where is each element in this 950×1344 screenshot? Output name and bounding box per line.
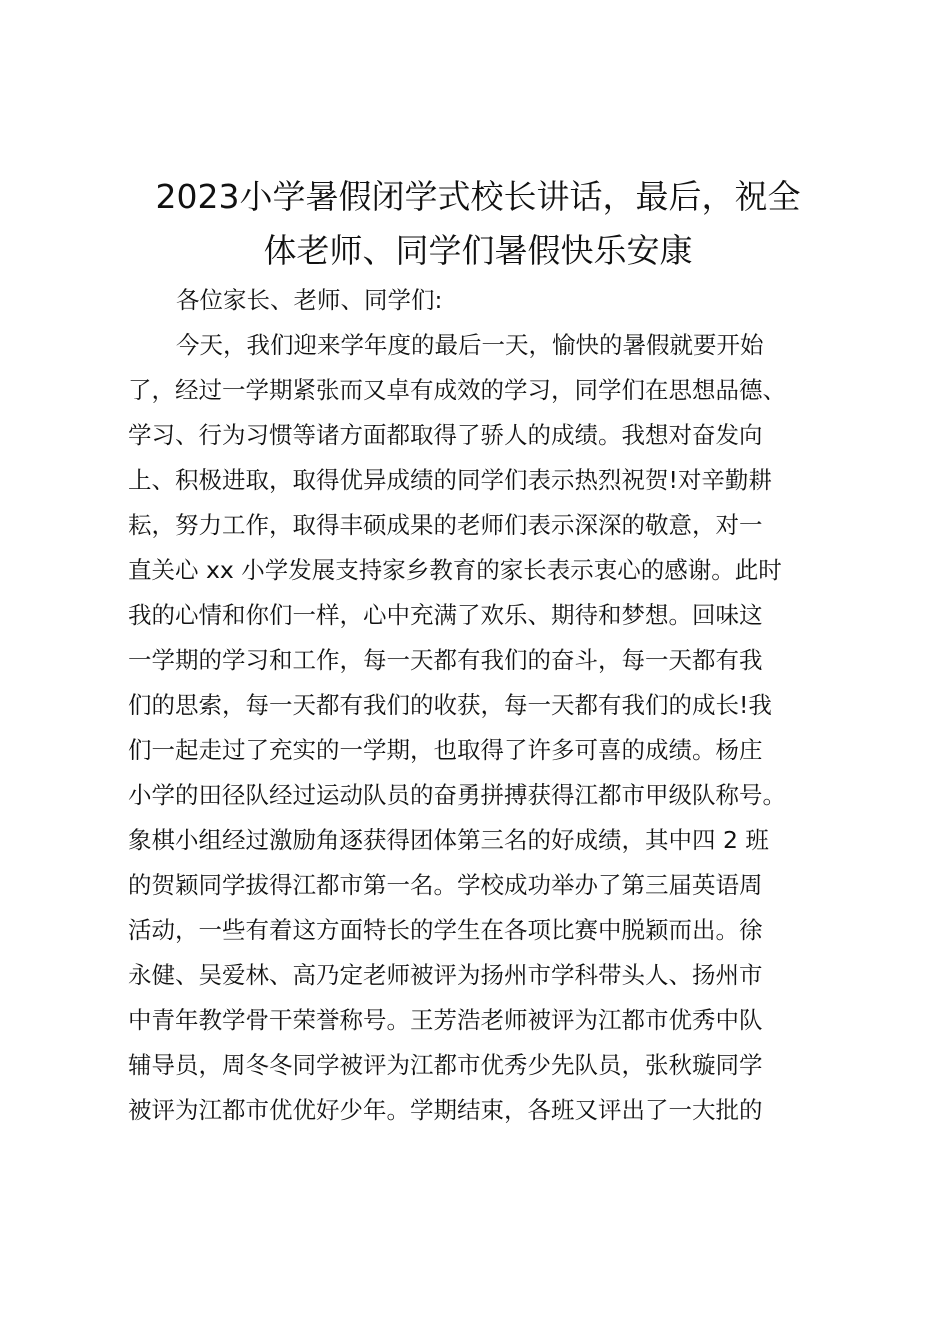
paragraph-line: 耘，努力工作，取得丰硕成果的老师们表示深深的敬意，对一: [128, 511, 763, 539]
paragraph-line: 活动，一些有着这方面特长的学生在各项比赛中脱颖而出。徐: [128, 916, 763, 944]
greeting: 各位家长、老师、同学们:: [176, 286, 443, 314]
document-title: [120, 170, 836, 278]
paragraph-line: 学习、行为习惯等诸方面都取得了骄人的成绩。我想对奋发向: [128, 421, 763, 449]
paragraph-line: 一学期的学习和工作，每一天都有我们的奋斗，每一天都有我: [128, 646, 763, 674]
paragraph-line: 的贺颖同学拔得江都市第一名。学校成功举办了第三届英语周: [128, 871, 763, 899]
paragraph-line: 小学的田径队经过运动队员的奋勇拼搏获得江都市甲级队称号。: [128, 781, 786, 809]
paragraph-line: 们一起走过了充实的一学期，也取得了许多可喜的成绩。杨庄: [128, 736, 763, 764]
paragraph-line: 被评为江都市优优好少年。学期结束，各班又评出了一大批的: [128, 1096, 763, 1124]
paragraph-line: 了，经过一学期紧张而又卓有成效的学习，同学们在思想品德、: [128, 376, 786, 404]
paragraph-line: 中青年教学骨干荣誉称号。王芳浩老师被评为江都市优秀中队: [128, 1006, 763, 1034]
paragraph-line: 们的思索，每一天都有我们的收获，每一天都有我们的成长!我: [128, 691, 772, 719]
paragraph-line: 今天，我们迎来学年度的最后一天，愉快的暑假就要开始: [176, 331, 764, 359]
title-line-1: 2023小学暑假闭学式校长讲话，最后，祝全: [155, 177, 801, 216]
paragraph-line: 永健、吴爱林、高乃定老师被评为扬州市学科带头人、扬州市: [128, 961, 763, 989]
paragraph-line: 我的心情和你们一样，心中充满了欢乐、期待和梦想。回味这: [128, 601, 763, 629]
paragraph-line: 上、积极进取，取得优异成绩的同学们表示热烈祝贺!对辛勤耕: [128, 466, 772, 494]
document-body: [128, 278, 848, 1133]
paragraph-line: 象棋小组经过激励角逐获得团体第三名的好成绩，其中四 2 班: [128, 826, 769, 854]
title-line-2: 体老师、同学们暑假快乐安康: [263, 231, 693, 270]
paragraph-line: 辅导员，周冬冬同学被评为江都市优秀少先队员，张秋璇同学: [128, 1051, 763, 1079]
paragraph-line: 直关心 xx 小学发展支持家乡教育的家长表示衷心的感谢。此时: [128, 556, 782, 584]
